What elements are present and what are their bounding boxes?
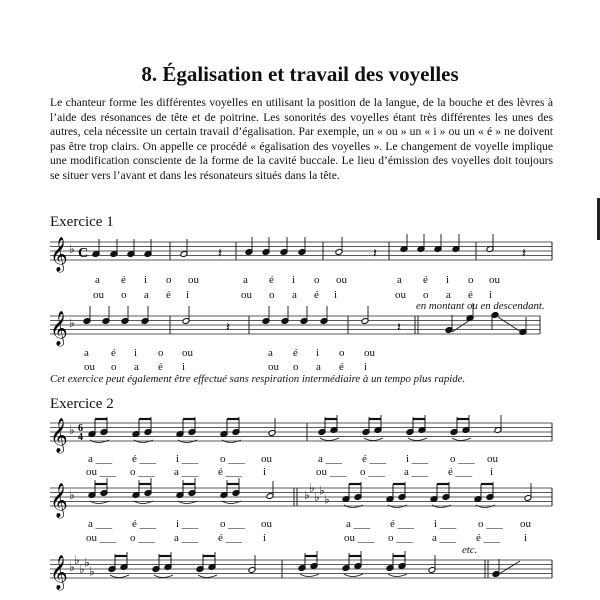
slur [198, 575, 217, 578]
lyric-syllable: o ___ [360, 466, 385, 478]
lyric-syllable: o ___ [220, 518, 245, 530]
treble-clef-icon: 𝄞 [50, 418, 68, 453]
lyric-syllable: o [121, 289, 127, 301]
lyric-syllable: a ___ [88, 453, 113, 465]
lyric-syllable: i ___ [406, 453, 429, 465]
lyric-syllable: i [524, 532, 528, 544]
lyric-syllable: o ___ [130, 532, 155, 544]
exercise-1-heading: Exercice 1 [50, 214, 114, 230]
lyric-syllable: o [111, 361, 117, 373]
lyric-syllable: a ___ [432, 532, 457, 544]
flat-icon: ♭ [74, 553, 80, 567]
lyric-syllable: a [134, 361, 139, 373]
lyric-syllable: i [489, 289, 493, 301]
lyric-syllable: o ___ [130, 466, 155, 478]
lyric-syllable: i ___ [434, 518, 457, 530]
common-time-icon: C [78, 246, 89, 261]
slur [408, 438, 427, 441]
slur [110, 575, 129, 578]
lyric-syllable: i [446, 274, 450, 286]
time-signature-top: 6 [78, 423, 83, 434]
flat-icon: ♭ [319, 483, 325, 498]
lyric-syllable: o [166, 274, 172, 286]
quarter-rest-icon: 𝄽 [226, 320, 230, 336]
lyric-syllable: i [316, 347, 320, 359]
lyric-syllable: o ___ [388, 532, 413, 544]
intro-paragraph: Le chanteur forme les différentes voyelles en utilisant la position de la langue, de la bouche et des lèvres à l’aide des résonances de tête et de poitrine. Les sonorités des voyelles étant très différentes les unes des autres, cela nécessite un certain travail d’égalisation. Par exemple, un « ou » un « i » ou un « é » ne doivent pas être trop clairs. On appelle ce procédé « égalisation des voyelles ». Le changement de voyelle implique une modification consciente de la forme de la cavité buccale. Le lieu d’émission des voyelles doit toujours se situer vers l’avant et dans les résonateurs situés dans la tête. [50, 96, 553, 182]
treble-clef-icon: 𝄞 [50, 483, 68, 518]
flat-icon: ♭ [69, 241, 75, 256]
quarter-rest-icon: 𝄽 [373, 246, 377, 262]
page-title: 8. Égalisation et travail des voyelles [141, 62, 459, 86]
lyric-syllable: o [269, 289, 275, 301]
lyric-syllable: é [121, 274, 126, 286]
lyric-syllable: a ___ [88, 518, 113, 530]
glissando-line [452, 320, 470, 332]
lyric-syllable: é [166, 289, 171, 301]
flat-icon: ♭ [69, 422, 75, 437]
lyric-syllable: ou [182, 347, 193, 359]
flat-icon: ♭ [89, 564, 95, 579]
lyric-syllable: ou [84, 361, 95, 373]
slur [320, 438, 339, 441]
lyric-syllable: i [292, 274, 296, 286]
lyric-syllable: ou ___ [316, 466, 347, 478]
lyric-syllable: é ___ [218, 466, 243, 478]
direction-note: en montant ou en descendant. [416, 300, 545, 312]
lyric-syllable: a ___ [174, 532, 199, 544]
lyric-syllable: a [84, 347, 89, 359]
glissando-line [499, 561, 520, 574]
lyric-syllable: ou ___ [86, 466, 117, 478]
lyric-syllable: o ___ [220, 453, 245, 465]
lyric-syllable: ou [395, 289, 406, 301]
flat-icon: ♭ [69, 487, 75, 502]
lyric-syllable: o ___ [478, 518, 503, 530]
lyric-syllable: o [158, 347, 164, 359]
lyric-syllable: a ___ [318, 453, 343, 465]
flat-icon: ♭ [84, 555, 90, 570]
flat-icon: ♭ [324, 492, 330, 507]
lyric-syllable: a [316, 361, 321, 373]
etc-label: etc. [462, 544, 478, 556]
slur [154, 575, 173, 578]
lyric-syllable: ou [241, 289, 252, 301]
lyric-syllable: o [293, 361, 299, 373]
slur [344, 574, 363, 577]
lyric-syllable: o ___ [450, 453, 475, 465]
lyric-syllable: é [111, 347, 116, 359]
lyric-syllable: ou [489, 274, 500, 286]
lyric-syllable: a [397, 274, 402, 286]
exercise-1-note: Cet exercice peut également être effectué sans respiration intermédiaire à un tempo plus rapide. [50, 373, 466, 385]
lyric-syllable: i ___ [176, 453, 199, 465]
lyric-syllable: é [423, 274, 428, 286]
lyric-syllable: é ___ [390, 518, 415, 530]
time-signature-bottom: 4 [78, 432, 83, 443]
slur [300, 574, 319, 577]
lyric-syllable: ou [487, 453, 498, 465]
lyric-syllable: o [339, 347, 345, 359]
treble-clef-icon: 𝄞 [50, 555, 68, 590]
lyric-syllable: é ___ [218, 532, 243, 544]
lyric-syllable: i [263, 532, 267, 544]
lyric-syllable: ou [336, 274, 347, 286]
treble-clef-icon: 𝄞 [50, 237, 68, 272]
lyric-syllable: ou [268, 361, 279, 373]
flat-icon: ♭ [304, 487, 310, 502]
lyric-syllable: a [268, 347, 273, 359]
quarter-rest-icon: 𝄽 [397, 320, 401, 336]
lyric-syllable: a [243, 274, 248, 286]
lyric-syllable: o [314, 274, 320, 286]
lyric-syllable: é ___ [476, 532, 501, 544]
flat-icon: ♭ [69, 559, 75, 574]
lyric-syllable: ou [261, 518, 272, 530]
lyric-syllable: ou [261, 453, 272, 465]
flat-icon: ♭ [79, 562, 85, 576]
slur [452, 438, 471, 441]
lyric-syllable: a [144, 289, 149, 301]
lyric-syllable: a [446, 289, 451, 301]
lyric-syllable: ou [364, 347, 375, 359]
lyric-syllable: ou ___ [344, 532, 375, 544]
lyric-syllable: ou [93, 289, 104, 301]
lyric-syllable: a [95, 274, 100, 286]
quarter-rest-icon: 𝄽 [218, 246, 222, 262]
flat-icon: ♭ [69, 315, 75, 330]
lyric-syllable: i ___ [176, 518, 199, 530]
lyric-syllable: é [468, 289, 473, 301]
slur [388, 574, 407, 577]
lyric-syllable: é [314, 289, 319, 301]
flat-icon: ♭ [314, 490, 320, 504]
lyric-syllable: o [423, 289, 429, 301]
lyric-syllable: o [468, 274, 474, 286]
exercise-2-heading: Exercice 2 [50, 396, 114, 412]
lyric-syllable: i [364, 361, 368, 373]
lyric-syllable: é ___ [362, 453, 387, 465]
lyric-syllable: i [334, 289, 338, 301]
lyric-syllable: i [263, 466, 267, 478]
lyric-syllable: é [269, 274, 274, 286]
lyric-syllable: a [292, 289, 297, 301]
lyric-syllable: é [293, 347, 298, 359]
treble-clef-icon: 𝄞 [50, 311, 68, 346]
lyric-syllable: é ___ [132, 518, 157, 530]
slur [364, 438, 383, 441]
lyric-syllable: é ___ [448, 466, 473, 478]
lyric-syllable: ou [520, 518, 531, 530]
lyric-syllable: ou [188, 274, 199, 286]
lyric-syllable: é [339, 361, 344, 373]
lyric-syllable: i [134, 347, 138, 359]
lyric-syllable: ou ___ [86, 532, 117, 544]
lyric-syllable: a ___ [404, 466, 429, 478]
lyric-syllable: i [186, 289, 190, 301]
lyric-syllable: i [182, 361, 186, 373]
lyric-syllable: é [158, 361, 163, 373]
lyric-syllable: a ___ [346, 518, 371, 530]
quarter-rest-icon: 𝄽 [522, 246, 526, 262]
lyric-syllable: i [490, 466, 494, 478]
lyric-syllable: é ___ [132, 453, 157, 465]
lyric-syllable: a ___ [174, 466, 199, 478]
lyric-syllable: i [144, 274, 148, 286]
flat-icon: ♭ [309, 481, 315, 495]
